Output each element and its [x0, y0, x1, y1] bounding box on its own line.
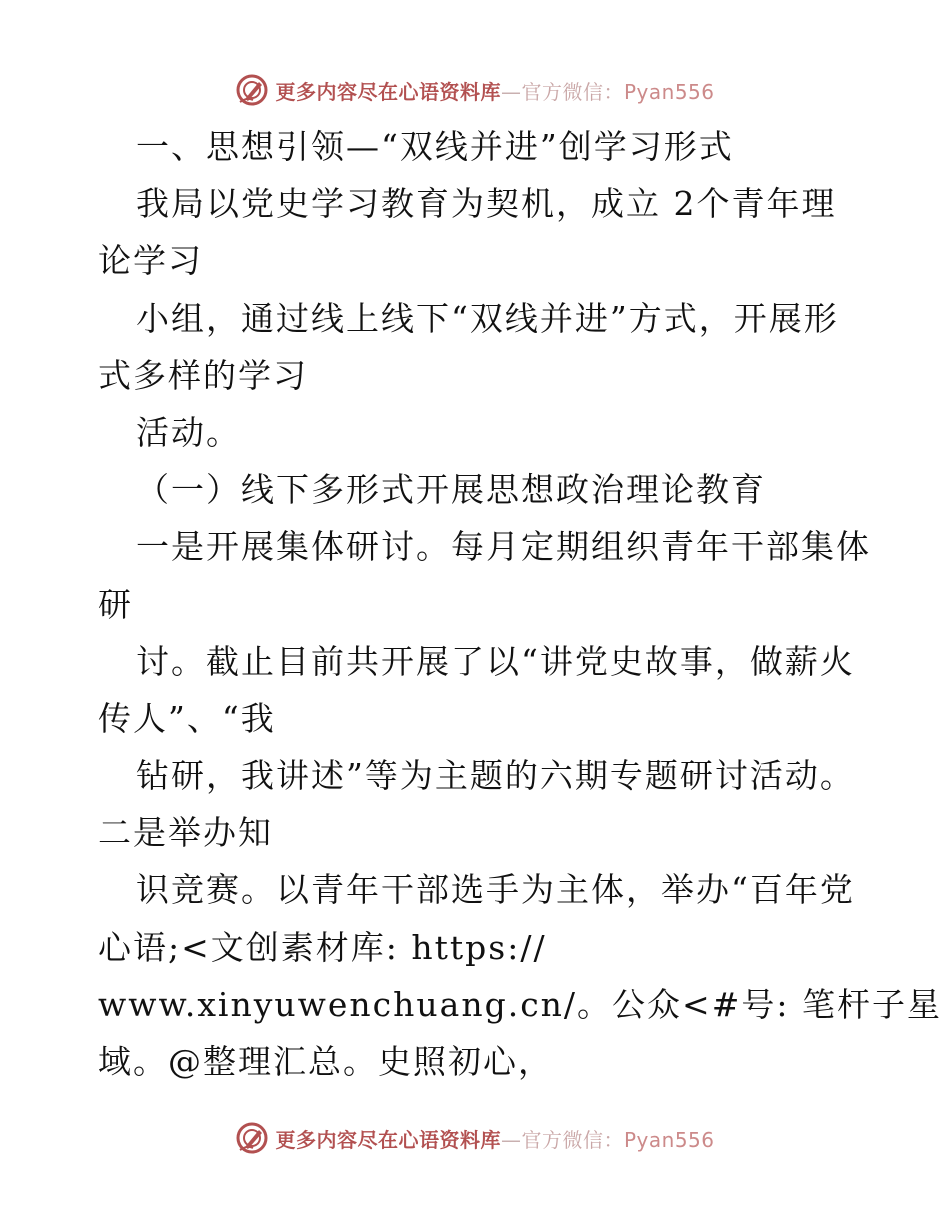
watermark-suffix: 官方微信： — [521, 1127, 624, 1152]
watermark-wechat-id: Pyan556 — [623, 1127, 715, 1152]
body-text-line: 我局以党史学习教育为契机，成立 2个青年理 — [136, 184, 837, 224]
body-text-line: 二是举办知 — [98, 813, 273, 853]
watermark-separator: — — [500, 1127, 522, 1152]
body-text-line: 式多样的学习 — [98, 355, 308, 395]
pen-logo-icon — [235, 1121, 269, 1155]
watermark-wechat-id: Pyan556 — [623, 79, 715, 104]
body-text-line: 一是开展集体研讨。每月定期组织青年干部集体 — [136, 527, 871, 567]
watermark-text — [275, 76, 714, 105]
body-text-line: （一）线下多形式开展思想政治理论教育 — [136, 470, 766, 510]
pen-logo-icon — [235, 73, 269, 107]
body-text-line: 论学习 — [98, 241, 203, 281]
watermark-brand: 更多内容尽在心语资料库 — [275, 1127, 501, 1152]
body-text-line: 钻研，我讲述”等为主题的六期专题研讨活动。 — [136, 756, 855, 796]
watermark-brand: 更多内容尽在心语资料库 — [275, 79, 501, 104]
watermark-separator: — — [500, 79, 522, 104]
body-text-line: 小组，通过线上线下“双线并进”方式，开展形 — [136, 298, 839, 338]
header-watermark — [0, 70, 950, 110]
body-text-line: 传人”、“我 — [98, 698, 276, 738]
body-text-line: 域。@整理汇总。史照初心， — [98, 1042, 553, 1081]
body-text-line: www.xinyuwenchuang.cn/。公众<#号: 笔杆子星 — [98, 984, 942, 1024]
body-text-line: 讨。截止目前共开展了以“讲党史故事，做薪火 — [136, 641, 855, 681]
watermark-suffix: 官方微信： — [521, 79, 624, 104]
body-text-line: 识竞赛。以青年干部选手为主体，举办“百年党 — [136, 870, 855, 910]
body-text-line: 活动。 — [136, 412, 241, 452]
body-text-line: 一、思想引领—“双线并进”创学习形式 — [136, 127, 734, 166]
body-text-line: 研 — [98, 584, 133, 624]
body-text-line: 心语;<文创素材库: https:// — [98, 927, 547, 967]
document-body — [98, 118, 942, 1090]
watermark-text — [275, 1124, 714, 1153]
footer-watermark — [0, 1118, 950, 1158]
